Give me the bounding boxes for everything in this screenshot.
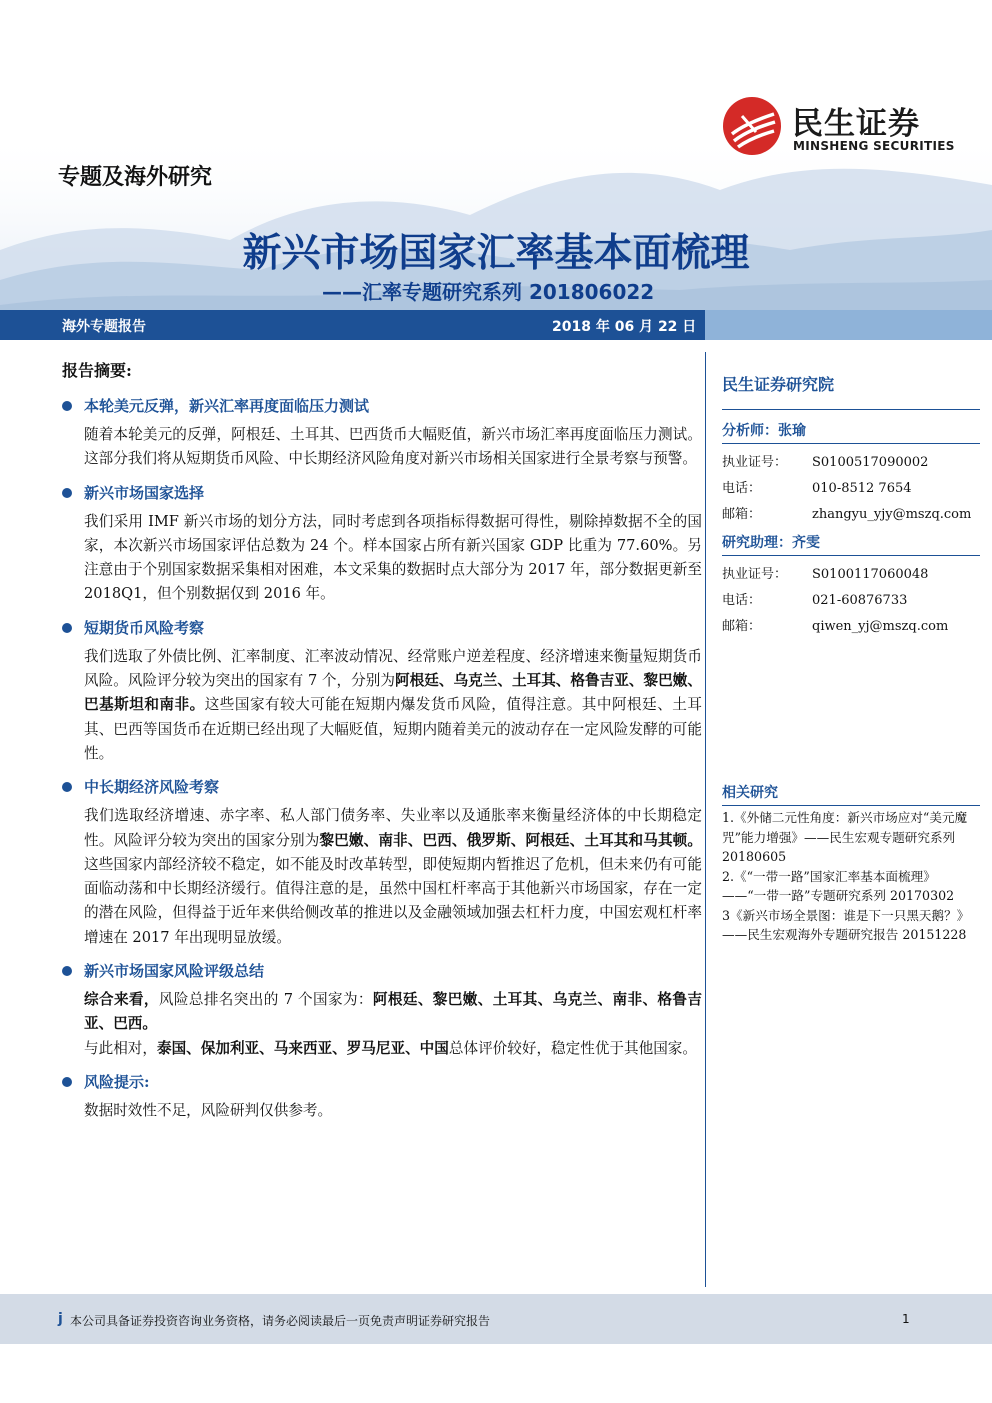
assistant-role: 研究助理：齐雯	[722, 532, 980, 556]
footer-icon: j	[58, 1311, 63, 1327]
report-category: 专题及海外研究	[58, 165, 213, 190]
contact-value: 021-60876733	[812, 593, 908, 608]
body-text: 风险总排名突出的 7 个国家为：	[158, 991, 373, 1009]
body-text: 我们采用 IMF 新兴市场的划分方法，同时考虑到各项指标得数据可得性，剔除掉数据不全的国家，本次新兴市场国家评估总数为 24 个。样本国家占所有新兴国家 GDP 比重为 77.60%。另注意由于个别国家数据采集相对困难，本文采集的数据时点大部分为 2017 年，部分数据更新至 2018Q1，但个别数据仅到 2016 年。	[84, 512, 702, 603]
section-paragraph	[84, 988, 702, 1037]
minsheng-logo-icon	[722, 96, 782, 156]
contact-row	[722, 450, 980, 476]
bullet-dot-icon	[62, 782, 72, 792]
related-research-item[interactable]: 1.《外储二元性角度：新兴市场应对“美元魔咒”能力增强》——民生宏观专题研究系列 20180605	[722, 810, 968, 864]
section-heading-text: 短期货币风险考察	[84, 618, 205, 637]
bullet-dot-icon	[62, 966, 72, 976]
contact-row	[722, 502, 980, 528]
page-footer	[0, 1294, 992, 1344]
section-heading-text: 风险提示:	[84, 1072, 150, 1091]
related-research-item[interactable]: 3《新兴市场全景图：谁是下一只黑天鹅？》——民生宏观海外专题研究报告 20151228	[722, 907, 970, 942]
section-paragraph	[84, 510, 702, 607]
bullet-dot-icon	[62, 623, 72, 633]
section-heading	[62, 960, 702, 982]
section-heading-text: 中长期经济风险考察	[84, 778, 220, 797]
section-heading-text: 新兴市场国家选择	[84, 483, 205, 502]
section-heading	[62, 776, 702, 798]
report-date: 2018 年 06 月 22 日	[552, 319, 697, 335]
report-title: 新兴市场国家汇率基本面梳理	[242, 231, 750, 276]
section-paragraph	[84, 645, 702, 766]
related-research-heading: 相关研究	[722, 782, 980, 806]
body-text: 数据时效性不足，风险研判仅供参考。	[84, 1101, 333, 1119]
section-heading-text: 本轮美元反弹，新兴汇率再度面临压力测试	[84, 397, 370, 415]
section-heading	[62, 482, 702, 504]
report-type: 海外专题报告	[62, 319, 146, 335]
institute-name: 民生证券研究院	[722, 372, 980, 410]
summary-heading: 报告摘要:	[62, 361, 132, 380]
report-info-band	[0, 310, 992, 340]
section-paragraph	[84, 1099, 702, 1123]
contact-key: 电话：	[722, 481, 762, 496]
contact-key: 电话：	[722, 593, 762, 608]
section-paragraph	[84, 423, 702, 472]
contact-value: 010-8512 7654	[812, 481, 912, 496]
contact-key: 邮箱：	[722, 507, 762, 522]
contact-key: 执业证号：	[722, 455, 788, 470]
section-paragraph	[84, 1037, 702, 1061]
body-text: 这些国家内部经济较不稳定，如不能及时改革转型，即使短期内暂推迟了危机，但未来仍有可能面临动荡和中长期经济缓行。值得注意的是，虽然中国杠杆率高于其他新兴市场国家，存在一定的潜在风险，但得益于近年来供给侧改革的推进以及金融领域加强去杠杆力度，中国宏观杠杆率增速在 2017 年出现明显放缓。	[84, 855, 702, 946]
contact-row	[722, 588, 980, 614]
contact-key: 邮箱：	[722, 619, 762, 634]
body-text: 我们选取经济增速、赤字率、私人部门债务率、失业率以及通胀率来衡量经济体的中长期稳定性。风险评分较为突出的国家分别为	[84, 807, 702, 849]
emphasis-text: 阿根廷、乌克兰、土耳其、格鲁吉亚、黎巴嫩、巴基斯坦和南非。	[84, 672, 702, 714]
emphasis-text: 泰国、保加利亚、马来西亚、罗马尼亚、中国	[156, 1039, 449, 1057]
related-research-item[interactable]: 2.《“一带一路”国家汇率基本面梳理》——“一带一路”专题研究系列 20170302	[722, 868, 955, 903]
section-paragraph	[84, 804, 702, 950]
contact-key: 执业证号：	[722, 567, 788, 582]
band-light	[705, 310, 992, 340]
analyst-email[interactable]: zhangyu_yjy@mszq.com	[812, 507, 972, 522]
contact-row	[722, 562, 980, 588]
related-research-list	[722, 808, 980, 945]
body-text: 随着本轮美元的反弹，阿根廷、土耳其、巴西货币大幅贬值，新兴市场汇率再度面临压力测试。这部分我们将从短期货币风险、中长期经济风险角度对新兴市场相关国家进行全景考察与预警。	[84, 426, 702, 468]
section-heading-text: 新兴市场国家风险评级总结	[84, 962, 265, 981]
emphasis-text: 黎巴嫩、南非、巴西、俄罗斯、阿根廷、土耳其和马其顿。	[319, 831, 702, 849]
bullet-dot-icon	[62, 401, 72, 411]
bullet-dot-icon	[62, 1077, 72, 1087]
contact-row	[722, 476, 980, 502]
assistant-email[interactable]: qiwen_yj@mszq.com	[812, 619, 949, 634]
column-divider	[705, 352, 706, 1287]
contact-value: S0100517090002	[812, 455, 929, 470]
body-text: 我们选取了外债比例、汇率制度、汇率波动情况、经常账户逆差程度、经济增速来衡量短期货币风险。风险评分较为突出的国家有 7 个，分别为	[84, 647, 702, 690]
analyst-role: 分析师：张瑜	[722, 420, 980, 444]
report-subtitle: ——汇率专题研究系列 201806022	[322, 280, 655, 304]
brand-name-cn: 民生证券	[792, 106, 920, 142]
section-heading	[62, 1071, 702, 1093]
bullet-dot-icon	[62, 488, 72, 498]
contact-row	[722, 614, 980, 640]
footer-disclaimer: 本公司具备证券投资咨询业务资格，请务必阅读最后一页免责声明证券研究报告	[70, 1314, 491, 1328]
body-text: 与此相对，	[84, 1039, 157, 1057]
emphasis-text: 阿根廷、黎巴嫩、土耳其、乌克兰、南非、格鲁吉亚、巴西。	[84, 991, 702, 1033]
body-text: 总体评价较好，稳定性优于其他国家。	[448, 1039, 697, 1057]
section-heading	[62, 617, 702, 639]
summary-sections	[62, 395, 702, 1123]
summary-column	[62, 358, 702, 1123]
emphasis-text: 综合来看，	[84, 991, 159, 1009]
sidebar	[722, 372, 980, 640]
body-text: 这些国家有较大可能在短期内爆发货币风险，值得注意。其中阿根廷、土耳其、巴西等国货币在近期已经出现了大幅贬值，短期内随着美元的波动存在一定风险发酵的可能性。	[84, 696, 702, 762]
page-number: 1	[902, 1312, 910, 1326]
contact-value: S0100117060048	[812, 567, 929, 582]
section-heading	[62, 395, 702, 417]
brand-name-en: MINSHENG SECURITIES	[793, 139, 955, 153]
